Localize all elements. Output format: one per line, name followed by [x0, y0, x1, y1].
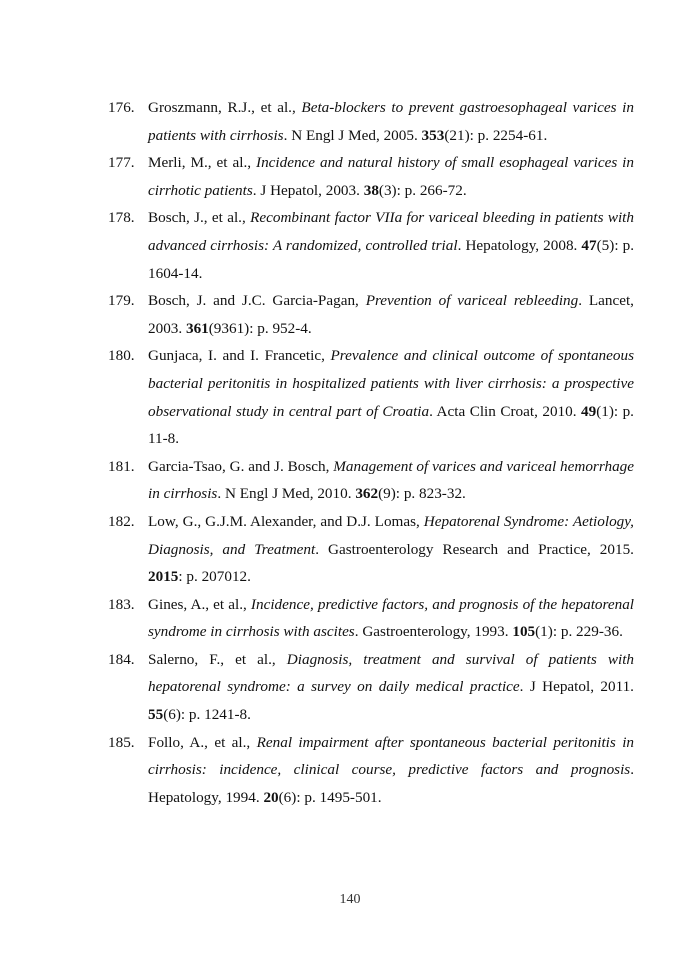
reference-pages: (1): p. 11-8.: [148, 402, 634, 448]
reference-item: [108, 591, 634, 646]
reference-pages: (3): p. 266-72.: [378, 181, 467, 199]
reference-volume: 20: [263, 788, 279, 806]
reference-source: . N Engl J Med, 2010.: [217, 485, 356, 503]
page-number: 140: [339, 892, 361, 907]
reference-authors: Follo, A., et al.,: [148, 733, 257, 751]
reference-volume: 362: [355, 485, 379, 503]
reference-volume: 353: [421, 126, 445, 144]
reference-number: 179.: [108, 292, 135, 310]
reference-title: Prevalence and clinical outcome of spontaneous bacterial peritonitis in hospitalized patients with liver cirrhosis: a prospective observational study in central part of Croatia: [148, 347, 634, 420]
reference-item: [108, 287, 634, 342]
reference-title: Prevention of variceal rebleeding: [365, 292, 579, 310]
reference-item: [108, 729, 634, 812]
reference-pages: (5): p. 1604-14.: [148, 236, 634, 282]
reference-source: . Hepatology, 1994.: [148, 761, 634, 806]
reference-pages: (1): p. 229-36.: [535, 623, 623, 641]
reference-pages: (9): p. 823-32.: [378, 485, 466, 503]
reference-volume: 49: [581, 402, 597, 420]
reference-source: . Lancet, 2003.: [148, 292, 634, 337]
reference-title: Renal impairment after spontaneous bacterial peritonitis in cirrhosis: incidence, clinical course, predictive factors and prognosis: [148, 733, 635, 779]
reference-authors: Salerno, F., et al.,: [148, 650, 287, 668]
reference-volume: 55: [148, 706, 164, 724]
reference-pages: : p. 207012.: [178, 568, 251, 586]
reference-pages: (9361): p. 952-4.: [208, 319, 312, 337]
reference-item: [108, 94, 634, 149]
reference-source: . J Hepatol, 2011.: [519, 678, 634, 696]
reference-source: . Hepatology, 2008.: [457, 236, 582, 254]
reference-authors: Gines, A., et al.,: [148, 595, 251, 613]
reference-authors: Gunjaca, I. and I. Francetic,: [148, 347, 331, 365]
reference-title: Hepatorenal Syndrome: Aetiology, Diagnosis, and Treatment: [148, 512, 634, 558]
reference-authors: Merli, M., et al.,: [148, 154, 257, 172]
reference-number: 185.: [108, 733, 135, 751]
reference-volume: 105: [512, 623, 536, 641]
reference-authors: Bosch, J., et al.,: [148, 209, 251, 227]
reference-title: Management of varices and variceal hemorrhage in cirrhosis: [148, 457, 635, 503]
reference-pages: (21): p. 2254-61.: [444, 126, 548, 144]
reference-volume: 47: [581, 236, 597, 254]
reference-pages: (6): p. 1241-8.: [163, 706, 251, 724]
reference-title: Recombinant factor VIIa for variceal bleeding in patients with advanced cirrhosis: A randomized, controlled trial: [148, 209, 634, 254]
reference-pages: (6): p. 1495-501.: [278, 788, 382, 806]
reference-item: [108, 149, 634, 204]
reference-number: 184.: [108, 650, 135, 668]
reference-source: . N Engl J Med, 2005.: [283, 126, 422, 144]
reference-number: 177.: [108, 154, 135, 172]
reference-volume: 2015: [148, 568, 179, 586]
reference-title: Incidence and natural history of small esophageal varices in cirrhotic patients: [148, 154, 634, 199]
reference-title: Diagnosis, treatment and survival of patients with hepatorenal syndrome: a survey on daily medical practice: [148, 650, 635, 696]
reference-number: 181.: [108, 457, 135, 475]
reference-source: . Acta Clin Croat, 2010.: [429, 402, 581, 420]
reference-authors: Groszmann, R.J., et al.,: [148, 99, 302, 116]
reference-title: Beta-blockers to prevent gastroesophageal varices in patients with cirrhosis: [148, 99, 634, 144]
reference-number: 178.: [108, 209, 135, 227]
reference-item: [108, 342, 634, 452]
reference-title: Incidence, predictive factors, and prognosis of the hepatorenal syndrome in cirrhosis with ascites: [148, 595, 635, 641]
reference-source: . J Hepatol, 2003.: [252, 181, 364, 199]
reference-item: [108, 646, 634, 729]
reference-authors: Bosch, J. and J.C. Garcia-Pagan,: [148, 292, 366, 310]
reference-source: . Gastroenterology, 1993.: [354, 623, 513, 641]
reference-authors: Low, G., G.J.M. Alexander, and D.J. Lomas,: [148, 512, 424, 530]
reference-source: . Gastroenterology Research and Practice, 2015.: [315, 540, 634, 558]
reference-volume: 361: [185, 319, 209, 337]
reference-item: [108, 204, 634, 287]
reference-item: [108, 508, 634, 591]
reference-number: 180.: [108, 347, 135, 365]
reference-number: 182.: [108, 512, 135, 530]
reference-number: 183.: [108, 595, 135, 613]
reference-authors: Garcia-Tsao, G. and J. Bosch,: [148, 457, 334, 475]
reference-list: [108, 94, 634, 811]
reference-volume: 38: [363, 181, 379, 199]
reference-item: [108, 453, 634, 508]
reference-number: 176.: [108, 99, 135, 116]
